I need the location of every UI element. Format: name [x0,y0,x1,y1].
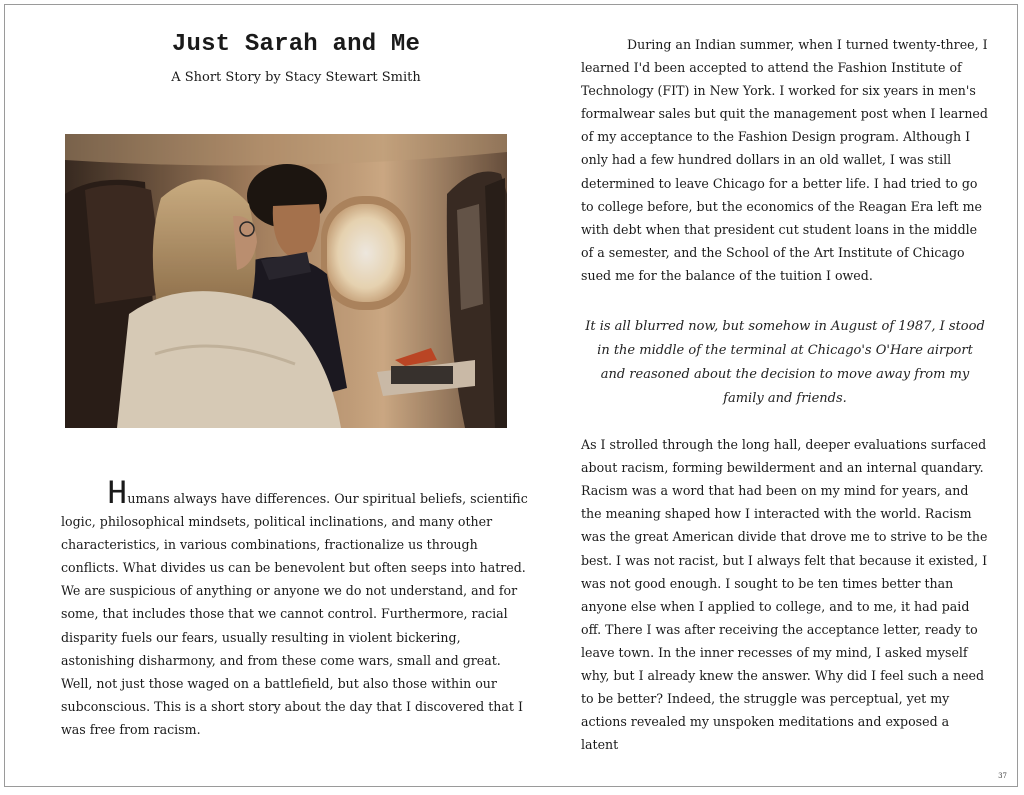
book-page [4,4,1018,787]
opening-paragraph [61,476,531,741]
paragraph-fit-acceptance: During an Indian summer, when I turned twenty-three, I learned I'd been accepted to attend the Fashion Institute of Technology (FIT) in New York. I worked for six years in men's formalwear sales but quit the management post when I learned of my acceptance to the Fashion Design program. Although I only had a few hundred dollars in an old wallet, I was still determined to leave Chicago for a better life. I had tried to go to college before, but the economics of the Reagan Era left me with debt when that president cut student loans in the middle of a semester, and the School of the Art Institute of Chicago sued me for the balance of the tuition I owed. [581,37,988,283]
paragraph-ohare-hall: As I strolled through the long hall, deeper evaluations surfaced about racism, forming bewilderment and an internal quandary. Racism was a word that had been on my mind for years, and the meaning shaped how I interacted with the world. Racism was the great American divide that drove me to strive to be the best. I was not racist, but I always felt that because it existed, I was not good enough. I sought to be ten times better than anyone else when I applied to college, and to me, it had paid off. There I was after receiving the acceptance letter, ready to leave town. In the inner recesses of my mind, I asked myself why, but I already knew the answer. Why did I feel such a need to be better? Indeed, the struggle was perceptual, yet my actions revealed my unspoken meditations and exposed a latent [581,437,988,753]
story-title: Just Sarah and Me [171,31,421,58]
story-byline: A Short Story by Stacy Stewart Smith [171,70,421,85]
airplane-photo [65,134,507,428]
left-column [61,27,531,737]
page-number: 37 [998,772,1007,780]
pull-quote: It is all blurred now, but somehow in August of 1987, I stood in the middle of the terminal at Chicago's O'Hare airport and reasoned about the decision to move away from my family and friends. [585,319,985,407]
opening-paragraph-body: umans always have differences. Our spiritual beliefs, scientific logic, philosophical mindsets, political inclinations, and many other characteristics, in various combinations, fractionalize us through conflicts. What divides us can be benevolent but often seeps into hatred. We are suspicious of anything or anyone we do not understand, and for some, that includes those that we cannot control. Furthermore, racial disparity fuels our fears, usually resulting in violent bickering, astonishing disharmony, and from these come wars, small and great. Well, not just those waged on a battlefield, but also those within our subconscious. This is a short story about the day that I discovered that I was free from racism. [61,491,528,737]
opening-paragraph-text [61,476,531,741]
right-column [581,33,989,756]
airplane-cabin-illustration [65,134,507,428]
drop-cap: H [107,476,128,514]
